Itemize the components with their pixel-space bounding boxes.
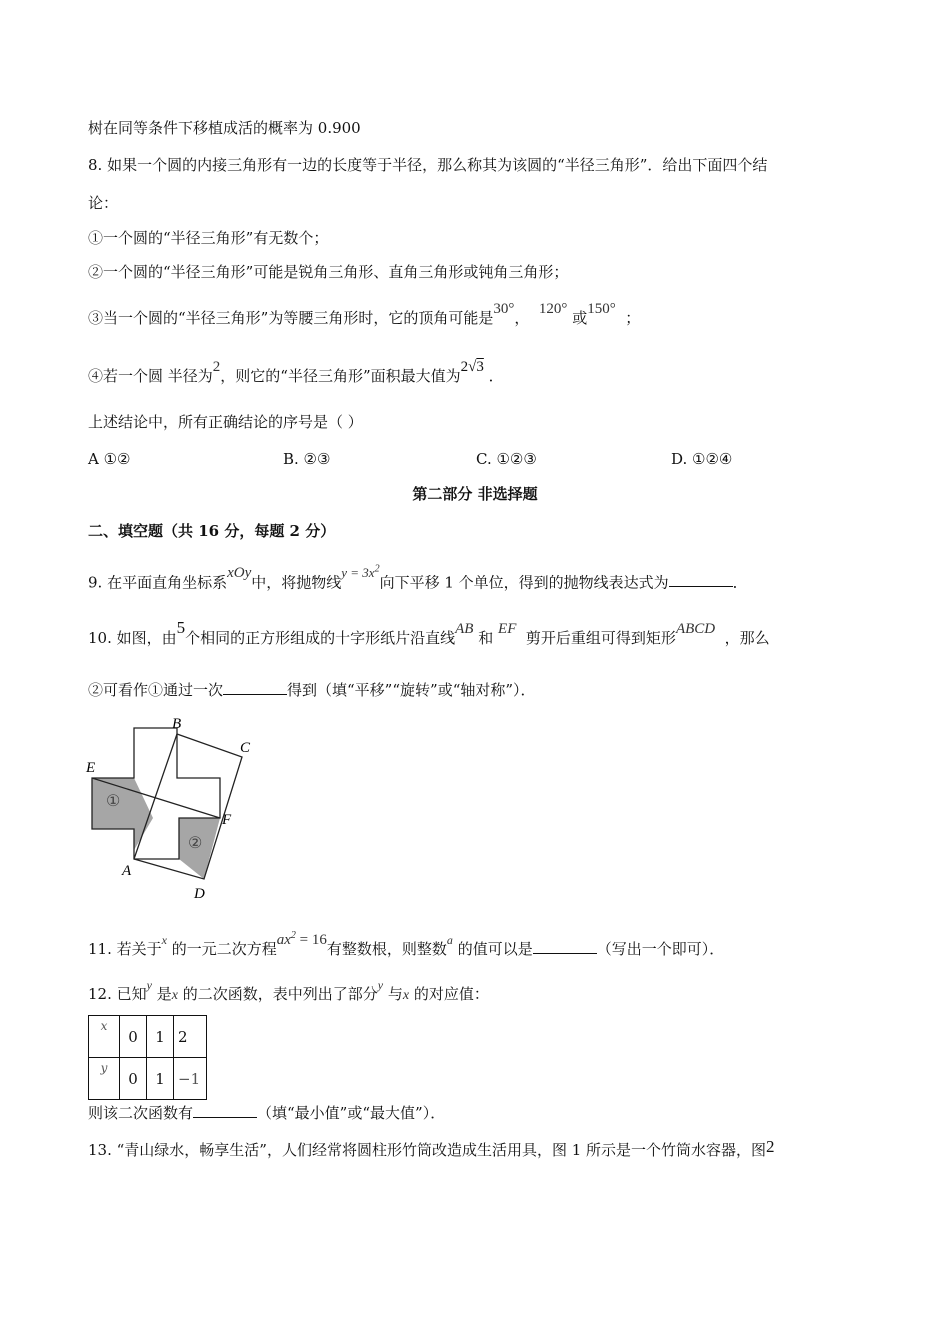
q9-text1: 9. 在平面直角坐标系 — [88, 573, 228, 592]
q8-c4-text1: ④若一个圆 半径为 — [88, 367, 213, 385]
var-y: y — [146, 978, 152, 992]
line-ef: EF — [498, 621, 517, 637]
text-line-continuation: 树在同等条件下移植成活的概率为 0.900 — [88, 119, 361, 137]
equation: $ax^2 = 16$ — [276, 930, 327, 948]
table-cell: −1 — [174, 1058, 207, 1100]
angle-30: 30° — [493, 301, 515, 317]
q13-line — [88, 1137, 775, 1160]
part2-title: 第二部分 非选择题 — [412, 485, 538, 503]
var-x: x — [161, 933, 167, 947]
q8-option-c[interactable]: C. ①②③ — [476, 450, 537, 468]
q12-text5: 的对应值： — [413, 985, 489, 1003]
var-x-2: x — [402, 988, 410, 1003]
q13-text1: 13. “青山绿水，畅享生活”，人们经常将圆柱形竹筒改造成生活用具，图 1 所示是一个竹筒水容器，图 — [88, 1141, 767, 1159]
q10-line2-text-b: 得到（填“平移”“旋转”或“轴对称”）． — [287, 681, 536, 699]
region-1-shade — [92, 778, 153, 850]
semicolon: ； — [625, 309, 641, 327]
q12-text2: 是 — [156, 985, 172, 1003]
q11-text2: 的一元二次方程 — [171, 940, 277, 958]
q11-text1: 11. 若关于 — [88, 940, 162, 958]
q8-c3-text: ③当一个圆的“半径三角形”为等腰三角形时，它的顶角可能是 — [88, 309, 494, 327]
label-a: A — [122, 863, 132, 879]
cross-figure — [82, 712, 262, 907]
table-cell: 0 — [120, 1016, 147, 1058]
xy-value-table — [88, 1015, 207, 1100]
q9-text4: ． — [732, 573, 748, 592]
line-ab: AB — [455, 621, 474, 637]
radius-value: 2 — [212, 359, 221, 375]
q9-line — [88, 564, 748, 593]
or-text: 或 — [572, 309, 588, 327]
table-header-x: x — [89, 1016, 120, 1058]
table-row-y — [89, 1058, 207, 1100]
q12-answer-blank[interactable] — [193, 1103, 257, 1118]
q8-option-d[interactable]: D. ①②④ — [671, 450, 733, 468]
angle-150: 150° — [587, 301, 616, 317]
q8-conclusion-4 — [88, 359, 504, 387]
q10-line1 — [88, 618, 770, 649]
q8-option-b[interactable]: B. ②③ — [283, 450, 331, 468]
figure-number: 2 — [766, 1137, 775, 1156]
parabola-eq: $y = 3x^2$ — [341, 564, 380, 581]
q9-answer-blank[interactable] — [669, 572, 733, 587]
var-y-2: y — [377, 978, 384, 992]
q10-text3: 剪开后重组可得到矩形 — [525, 629, 676, 647]
table-cell: 1 — [147, 1058, 174, 1100]
table-header-y: y — [89, 1058, 120, 1100]
q10-line2 — [88, 680, 536, 700]
q10-answer-blank[interactable] — [223, 680, 287, 695]
period: ． — [488, 367, 504, 385]
var-a: a — [446, 933, 453, 947]
q12-line — [88, 978, 489, 1006]
q8-option-a[interactable]: A ①② — [88, 450, 131, 468]
q8-question: 上述结论中，所有正确结论的序号是（ ） — [88, 413, 363, 431]
q8-stem-line1: 8. 如果一个圆的内接三角形有一边的长度等于半径，那么称其为该圆的“半径三角形”．给出下面四个结 — [88, 156, 768, 174]
q11-answer-blank[interactable] — [533, 939, 597, 954]
region-1-label: ① — [106, 793, 121, 810]
q10-text1: 10. 如图，由 — [88, 629, 177, 647]
label-f: F — [222, 812, 232, 828]
angle-120: 120° — [538, 301, 568, 317]
q11-text5: （写出一个即可）． — [596, 940, 725, 958]
q12-text3: 的二次函数，表中列出了部分 — [182, 985, 378, 1003]
table-cell: 0 — [120, 1058, 147, 1100]
q8-stem-line2: 论： — [88, 194, 119, 212]
q8-conclusion-1: ①一个圆的“半径三角形”有无数个； — [88, 229, 329, 247]
var-x: x — [171, 988, 178, 1003]
q8-c4-text2: ，则它的“半径三角形”面积最大值为 — [220, 367, 461, 385]
region-2-label: ② — [188, 835, 203, 852]
rect-abcd: ABCD — [675, 621, 716, 637]
label-b: B — [172, 716, 182, 732]
sqrt-expression: 2√3 — [460, 359, 484, 375]
q10-line2-text-a: ②可看作①通过一次 — [88, 681, 224, 699]
q12-text4: 与 — [387, 985, 403, 1003]
table-row-x — [89, 1016, 207, 1058]
q8-conclusion-2: ②一个圆的“半径三角形”可能是锐角三角形、直角三角形或钝角三角形； — [88, 263, 569, 281]
coord-system: xOy — [227, 565, 252, 582]
q10-text4: ，那么 — [724, 629, 770, 647]
table-cell: 1 — [147, 1016, 174, 1058]
q11-line — [88, 930, 725, 960]
q10-text2: 个相同的正方形组成的十字形纸片沿直线 — [185, 629, 456, 647]
section2-title: 二、填空题（共 16 分，每题 2 分） — [88, 522, 336, 540]
table-cell: 2 — [174, 1016, 207, 1058]
q12-text1: 12. 已知 — [88, 985, 147, 1003]
q12-answer-line — [88, 1103, 445, 1123]
and-text: 和 — [478, 629, 494, 647]
q11-text4: 的值可以是 — [457, 940, 533, 958]
separator: ， — [514, 309, 530, 327]
q9-text3: 向下平移 1 个单位，得到的抛物线表达式为 — [379, 573, 669, 592]
q12-after-text2: （填“最小值”或“最大值”）． — [257, 1104, 446, 1122]
label-e: E — [86, 760, 96, 776]
q12-after-text1: 则该二次函数有 — [88, 1104, 194, 1122]
label-c: C — [240, 740, 251, 756]
q11-text3: 有整数根，则整数 — [326, 940, 447, 958]
square-count: 5 — [176, 618, 186, 637]
q9-text2: 中，将抛物线 — [251, 573, 342, 592]
q8-conclusion-3 — [88, 301, 641, 329]
label-d: D — [194, 886, 205, 902]
